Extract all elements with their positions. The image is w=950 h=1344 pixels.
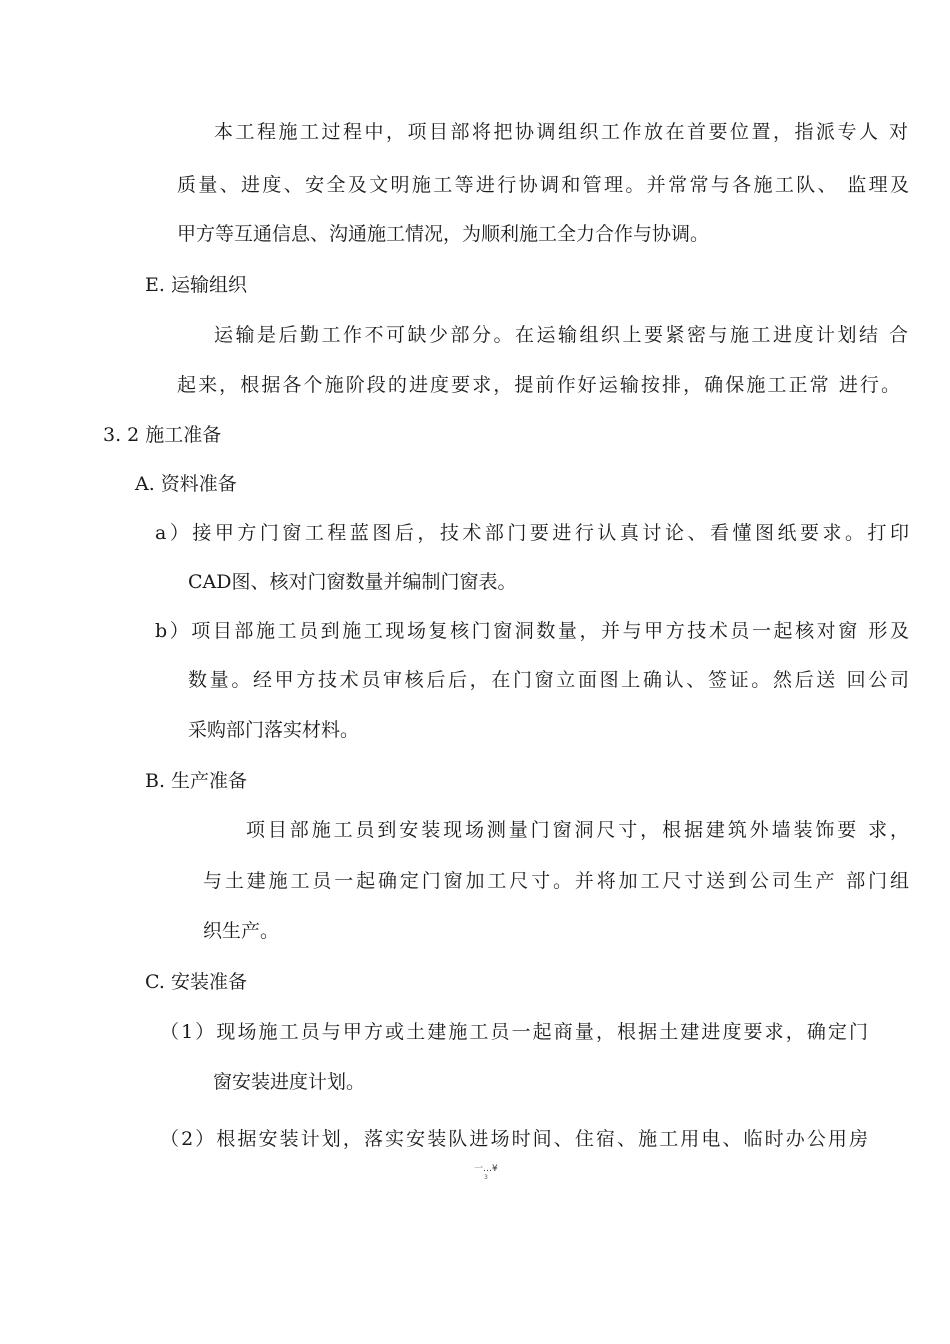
section-heading-construction-preparation: 3. 2 施工准备 [103,424,222,446]
paragraph-coordination-line-1: 本工程施工过程中，项目部将把协调组织工作放在首要位置，指派专人 对 [214,121,908,143]
paragraph-production-line-3: 织生产。 [203,920,280,942]
item-b-line-1: b）项目部施工员到施工现场复核门窗洞数量，并与甲方技术员一起核对窗 形及 [155,620,909,642]
heading-document-preparation: A. 资料准备 [135,473,237,495]
heading-transport-organization: E. 运输组织 [145,274,247,296]
page-number: 3 [483,1174,488,1181]
paragraph-transport-line-1: 运输是后勤工作不可缺少部分。在运输组织上要紧密与施工进度计划结 合 [214,324,908,346]
heading-installation-preparation: C. 安装准备 [145,971,247,993]
paragraph-production-line-2: 与土建施工员一起确定门窗加工尺寸。并将加工尺寸送到公司生产 部门组 [203,870,909,892]
item-1-line-2: 窗安装进度计划。 [213,1071,366,1093]
page-footer [474,1164,498,1182]
paragraph-coordination-line-2: 质量、进度、安全及文明施工等进行协调和管理。并常常与各施工队、 监理及 [177,174,909,196]
heading-production-preparation: B. 生产准备 [145,770,248,792]
paragraph-production-line-1: 项目部施工员到安装现场测量门窗洞尺寸，根据建筑外墙装饰要 求， [246,819,909,841]
item-b-line-3: 采购部门落实材料。 [188,719,360,741]
item-1-line-1: （1）现场施工员与甲方或土建施工员一起商量，根据土建进度要求，确定门 [160,1021,868,1043]
item-2-line-1: （2）根据安装计划，落实安装队进场时间、住宿、施工用电、临时办公用房 [160,1128,868,1150]
footer-mark: 一…¥ [474,1164,498,1174]
paragraph-coordination-line-3: 甲方等互通信息、沟通施工情况，为顺利施工全力合作与协调。 [177,223,710,245]
item-a-line-1: a）接甲方门窗工程蓝图后，技术部门要进行认真讨论、看懂图纸要求。打印 [155,522,909,544]
item-a-line-2: CAD图、核对门窗数量并编制门窗表。 [188,571,517,593]
paragraph-transport-line-2: 起来，根据各个施阶段的进度要求，提前作好运输按排，确保施工正常 进行。 [177,374,900,396]
item-b-line-2: 数量。经甲方技术员审核后后，在门窗立面图上确认、签证。然后送 回公司 [188,669,909,691]
